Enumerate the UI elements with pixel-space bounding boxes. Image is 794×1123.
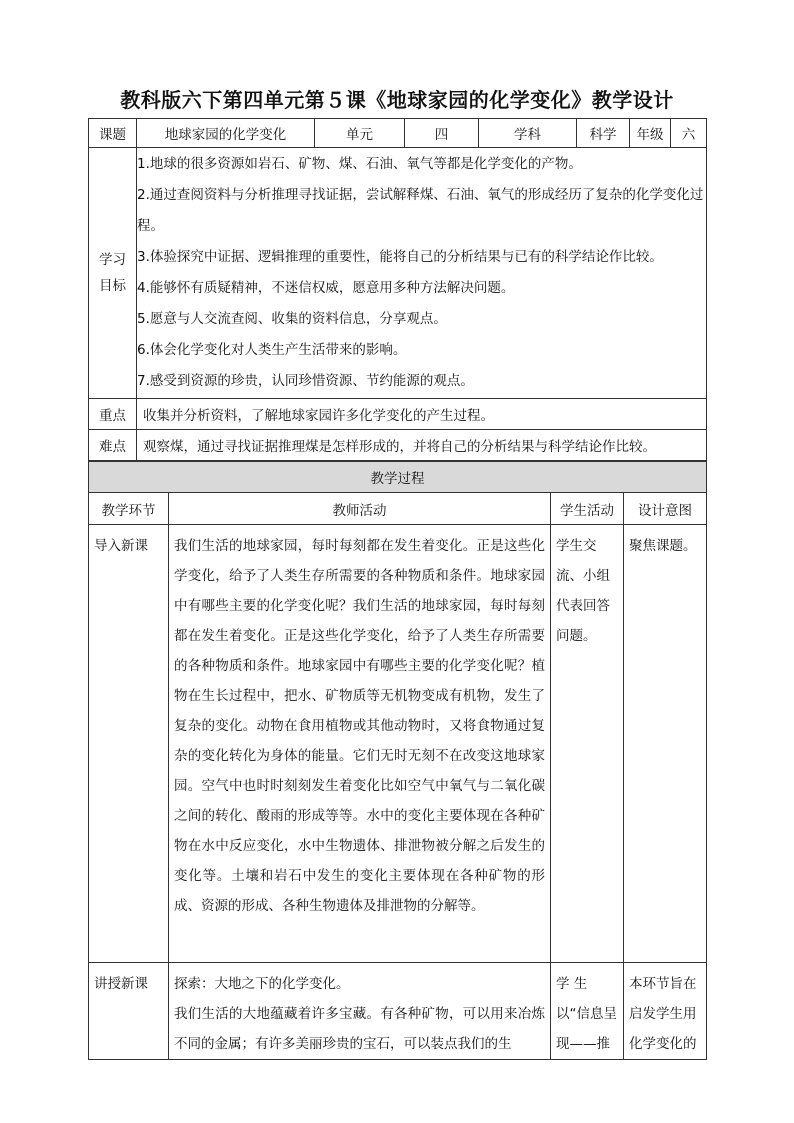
header-stage: 教学环节 <box>89 493 169 525</box>
goal-item: 4.能够怀有质疑精神，不迷信权威，愿意用多种方法解决问题。 <box>137 280 515 296</box>
header-student: 学生活动 <box>551 493 624 525</box>
table-row <box>89 525 707 963</box>
process-title: 教学过程 <box>89 462 707 493</box>
grade-label: 年级 <box>630 119 671 148</box>
key-point-text: 收集并分析资料，了解地球家园许多化学变化的产生过程。 <box>137 399 707 430</box>
student-activity-intro: 学生交流、小组代表回答问题。 <box>556 538 610 644</box>
header-intent: 设计意图 <box>624 493 707 525</box>
grade-value: 六 <box>671 119 707 148</box>
goal-item: 1.地球的很多资源如岩石、矿物、煤、石油、氧气等都是化学变化的产物。 <box>137 156 582 172</box>
subject-value: 科学 <box>577 119 630 148</box>
teacher-activity-explore: 探索：大地之下的化学变化。 <box>174 976 350 992</box>
goals-list <box>137 148 707 399</box>
teacher-activity-intro: 我们生活的地球家园，每时每刻都在发生着变化。正是这些化学变化，给予了人类生存所需要的各种物质和条件。地球家园中有哪些主要的化学变化呢？我们生活的地球家园，每时每刻都在发生着变化。正是这些化学变化，给予了人类生存所需要的各种物质和条件。地球家园中有哪些主要的化学变化呢？植物在生长过程中，把水、矿物质等无机物变成有机物，发生了复杂的变化。动物在食用植物或其他动物时，又将食物通过复杂的变化转化为身体的能量。它们无时无刻不在改变这地球家园。空气中也时时刻刻发生着变化比如空气中氧气与二氧化碳之间的转化、酸雨的形成等等。水中的变化主要体现在各种矿物在水中反应变化，水中生物遗体、排泄物被分解之后发生的变化等。土壤和岩石中发生的变化主要体现在各种矿物的形成、资源的形成、各种生物遗体及排泄物的分解等。 <box>174 538 545 914</box>
lesson-value: 地球家园的化学变化 <box>137 119 315 148</box>
goals-label: 学习 目标 <box>89 148 137 399</box>
goal-item: 3.体验探究中证据、逻辑推理的重要性，能将自己的分析结果与已有的科学结论作比较。 <box>137 249 663 265</box>
subject-label: 学科 <box>479 119 577 148</box>
table-row <box>89 963 707 1060</box>
header-teacher: 教师活动 <box>169 493 551 525</box>
stage-intro: 导入新课 <box>94 538 148 554</box>
design-intent-intro: 聚焦课题。 <box>629 538 697 554</box>
teaching-process-table <box>88 461 707 1060</box>
difficulty-label: 难点 <box>89 430 137 461</box>
teacher-activity-text: 我们生活的大地蕴藏着许多宝藏。有各种矿物，可以用来冶炼不同的金属；有许多美丽珍贵的宝石，可以装点我们的生 <box>174 1006 545 1052</box>
unit-label: 单元 <box>315 119 405 148</box>
stage-teaching: 讲授新课 <box>94 976 148 992</box>
goal-item: 5.愿意与人交流查阅、收集的资料信息，分享观点。 <box>137 311 447 327</box>
lesson-info-table <box>88 118 707 461</box>
lesson-label: 课题 <box>89 119 137 148</box>
unit-value: 四 <box>405 119 479 148</box>
goal-item: 6.体会化学变化对人类生产生活带来的影响。 <box>137 342 407 358</box>
goal-item: 7.感受到资源的珍贵，认同珍惜资源、节约能源的观点。 <box>137 373 474 389</box>
student-activity-teaching: 学 生 以“信息呈现——推 <box>556 976 617 1052</box>
design-intent-teaching: 本环节旨在启发学生用化学变化的 <box>629 976 697 1052</box>
goal-item: 2.通过查阅资料与分析推理寻找证据，尝试解释煤、石油、氧气的形成经历了复杂的化学变化过程。 <box>137 187 704 234</box>
document-title: 教科版六下第四单元第５课《地球家园的化学变化》教学设计 <box>120 88 674 112</box>
key-point-label: 重点 <box>89 399 137 430</box>
difficulty-text: 观察煤，通过寻找证据推理煤是怎样形成的，并将自己的分析结果与科学结论作比较。 <box>137 430 707 461</box>
